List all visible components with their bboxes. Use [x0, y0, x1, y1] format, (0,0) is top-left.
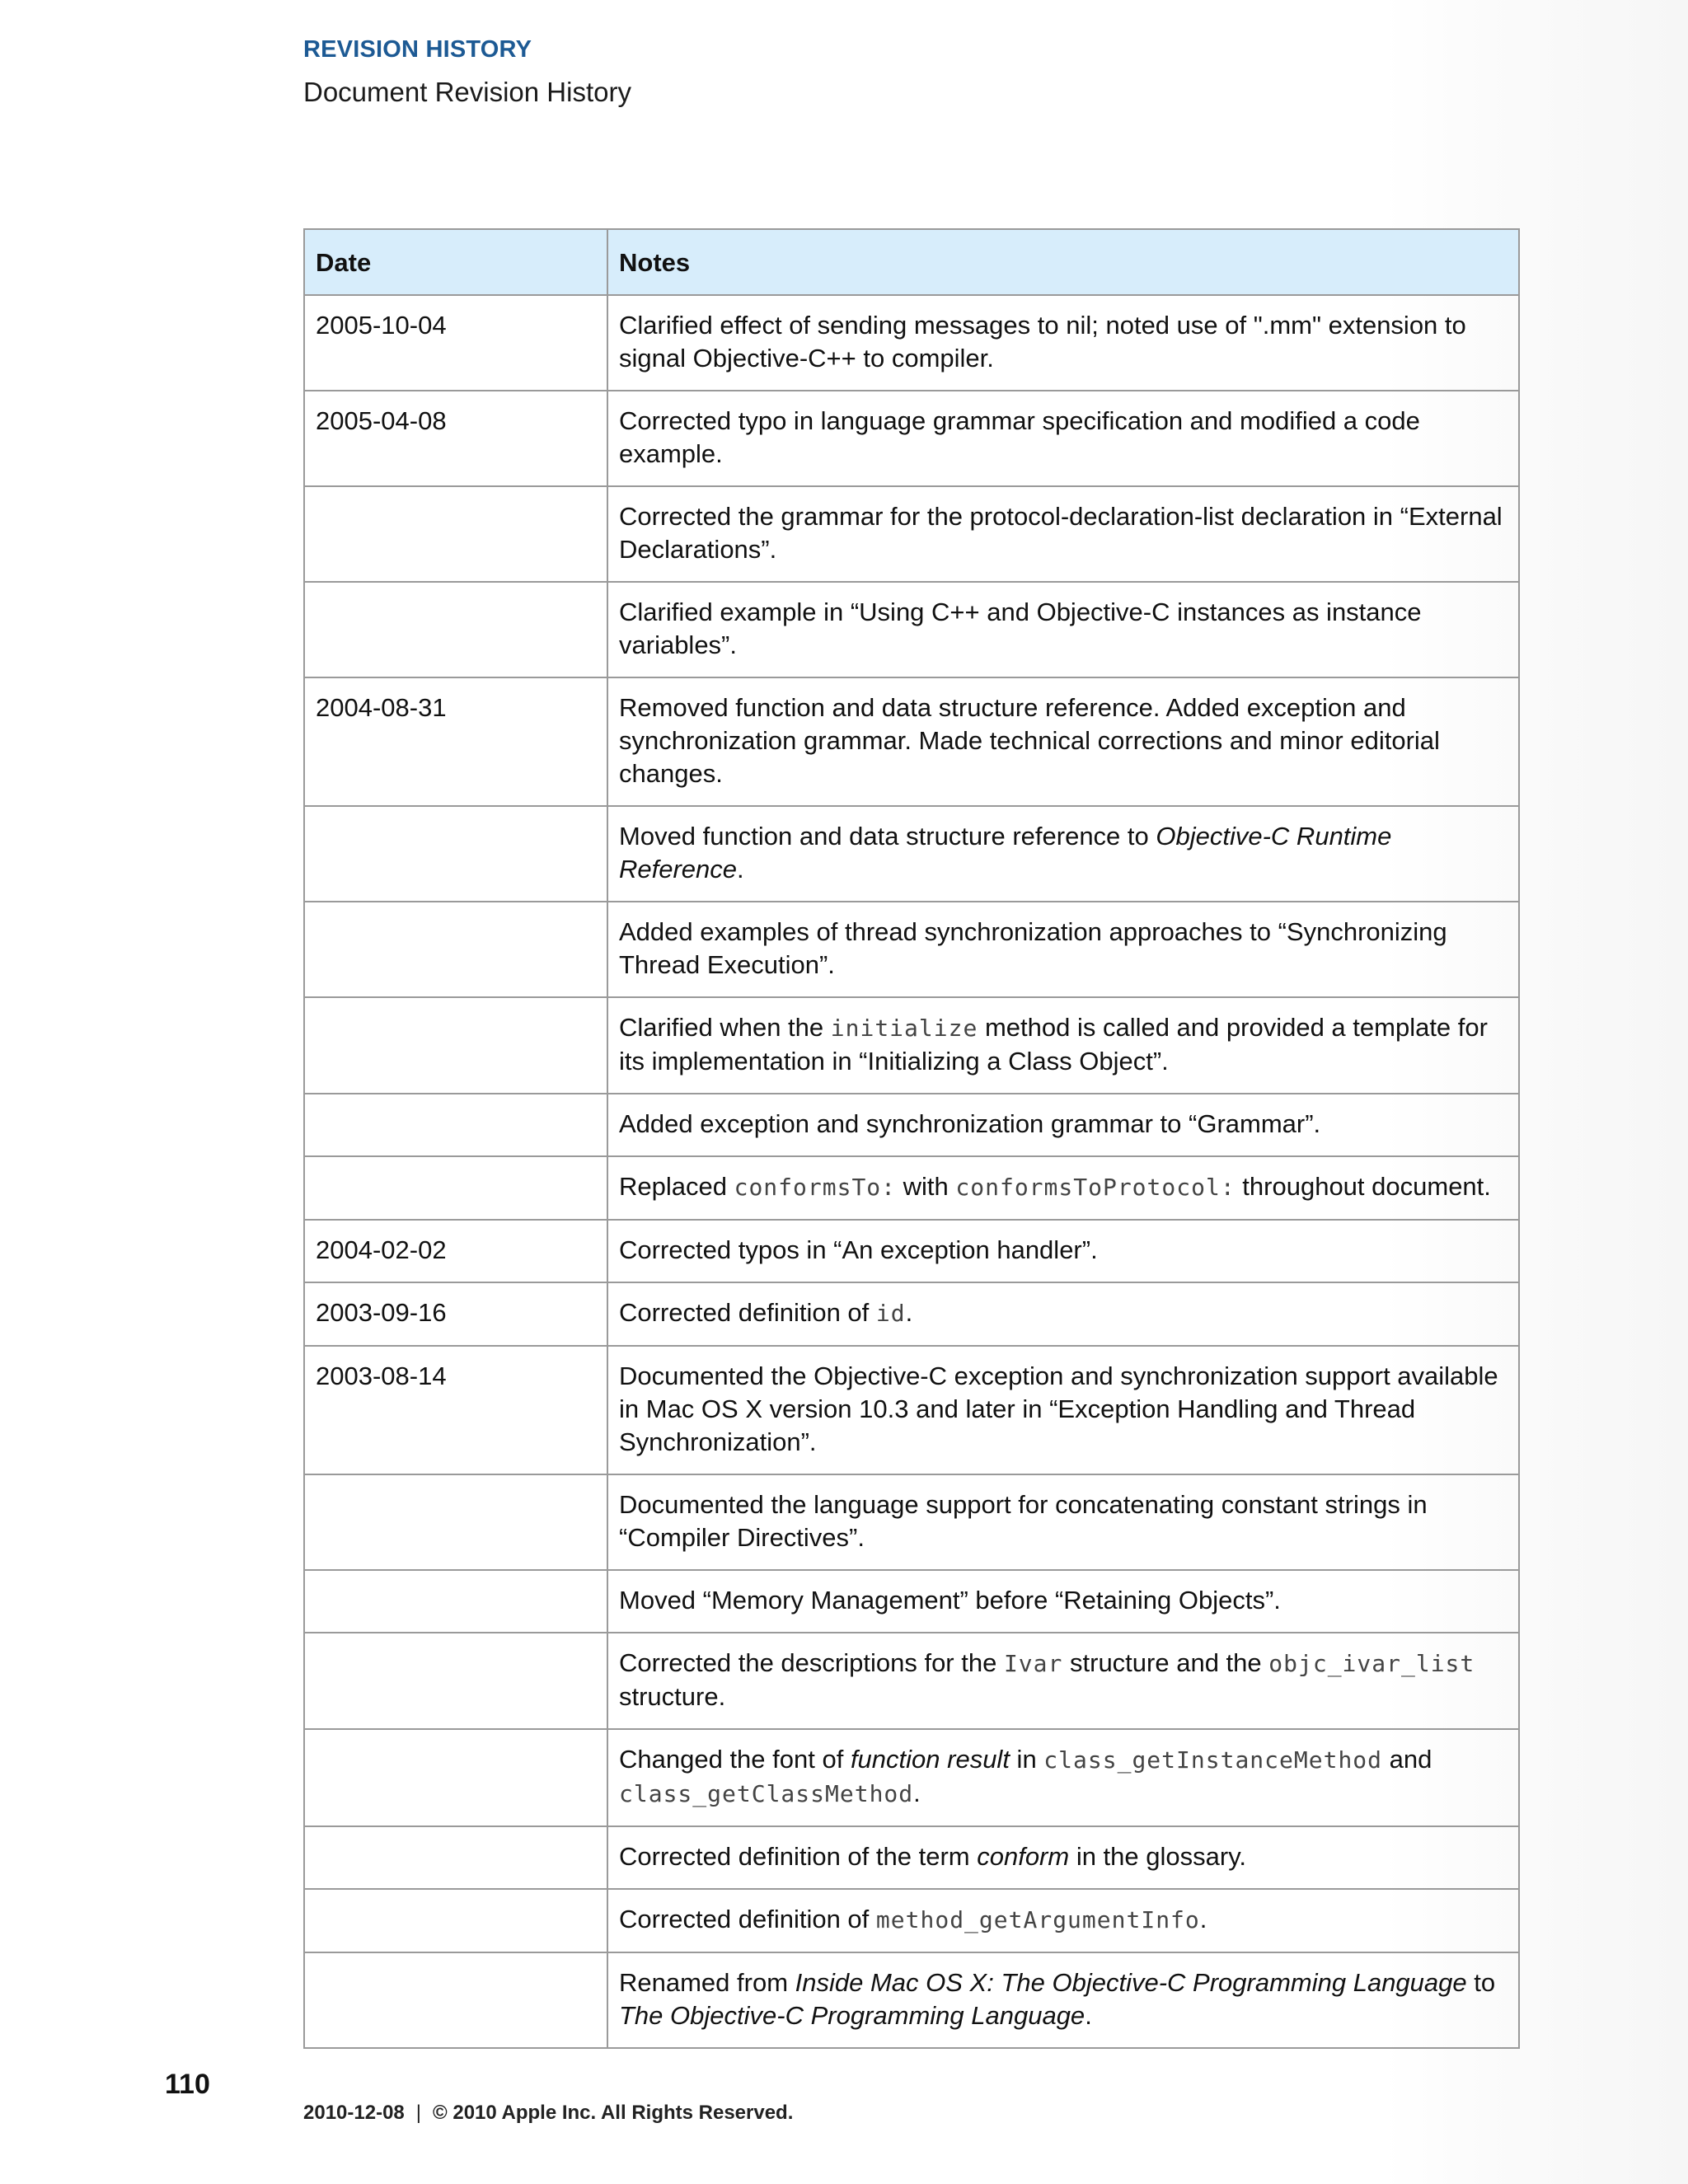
row-date: 2004-02-02 [304, 1220, 607, 1282]
row-date [304, 1889, 607, 1952]
row-notes [607, 902, 1519, 997]
footer-copyright: © 2010 Apple Inc. All Rights Reserved. [433, 2102, 794, 2124]
row-notes [607, 295, 1519, 391]
table-row [304, 677, 1519, 806]
row-date: 2003-09-16 [304, 1282, 607, 1346]
table-row [304, 902, 1519, 997]
table-row [304, 582, 1519, 677]
row-notes [607, 806, 1519, 902]
note-text: Renamed from [619, 1968, 795, 1997]
page-header [303, 36, 631, 108]
table-row [304, 1282, 1519, 1346]
note-text: Changed the font of [619, 1745, 851, 1774]
italic-term: conform [977, 1842, 1070, 1871]
row-notes [607, 1570, 1519, 1633]
row-notes [607, 1094, 1519, 1156]
code-term: class_getClassMethod [619, 1780, 914, 1807]
italic-term: Inside Mac OS X: The Objective-C Programming Language [795, 1968, 1467, 1997]
row-date [304, 582, 607, 677]
page-footer [303, 2102, 793, 2125]
note-text: . [737, 855, 744, 883]
note-text: Corrected definition of the term [619, 1842, 978, 1871]
table-row [304, 1633, 1519, 1729]
row-notes [607, 391, 1519, 486]
table-row [304, 1094, 1519, 1156]
note-text: in the glossary. [1069, 1842, 1247, 1871]
note-text: structure and the [1062, 1648, 1269, 1677]
table-row [304, 1826, 1519, 1889]
note-text: . [913, 1779, 921, 1807]
table-row [304, 1346, 1519, 1474]
code-term: objc_ivar_list [1268, 1650, 1475, 1677]
note-text: to [1466, 1968, 1496, 1997]
row-date [304, 806, 607, 902]
row-date [304, 902, 607, 997]
row-notes [607, 1889, 1519, 1952]
row-date [304, 1729, 607, 1826]
italic-term: Objective-C Runtime Reference [619, 822, 1392, 883]
note-text: in [1009, 1745, 1044, 1774]
code-term: Ivar [1003, 1650, 1063, 1677]
code-term: conformsToProtocol: [955, 1174, 1236, 1201]
code-term: id [875, 1300, 906, 1327]
row-notes [607, 486, 1519, 582]
row-date [304, 1094, 607, 1156]
table-row [304, 391, 1519, 486]
table-row [304, 486, 1519, 582]
row-notes [607, 1952, 1519, 2048]
note-text: . [1085, 2001, 1092, 2030]
row-date [304, 997, 607, 1094]
note-text: Corrected the grammar for the protocol-declaration-list declaration in “External Declarations”. [619, 502, 1503, 564]
row-date: 2005-10-04 [304, 295, 607, 391]
note-text: Added exception and synchronization grammar to “Grammar”. [619, 1109, 1321, 1138]
note-text: Added examples of thread synchronization approaches to “Synchronizing Thread Execution”. [619, 917, 1447, 979]
table-row [304, 1220, 1519, 1282]
note-text: and [1382, 1745, 1432, 1774]
note-text: Moved “Memory Management” before “Retaining Objects”. [619, 1586, 1281, 1615]
note-text: with [896, 1172, 956, 1201]
italic-term: function result [850, 1745, 1010, 1774]
row-date: 2004-08-31 [304, 677, 607, 806]
section-label: REVISION HISTORY [303, 36, 532, 63]
row-date [304, 1156, 607, 1220]
note-text: Removed function and data structure reference. Added exception and synchronization grammar. Made technical corrections and minor editorial changes. [619, 693, 1440, 788]
row-date [304, 1826, 607, 1889]
note-text: Clarified example in “Using C++ and Objective-C instances as instance variables”. [619, 598, 1422, 659]
note-text: Corrected typo in language grammar specification and modified a code example. [619, 406, 1420, 468]
table-row [304, 1952, 1519, 2048]
code-term: class_getInstanceMethod [1043, 1746, 1383, 1774]
table-row [304, 1889, 1519, 1952]
note-text: Clarified effect of sending messages to nil; noted use of ".mm" extension to signal Objective-C++ to compiler. [619, 311, 1466, 373]
row-date [304, 1570, 607, 1633]
note-text: Clarified when the [619, 1013, 831, 1042]
code-term: method_getArgumentInfo [875, 1906, 1200, 1933]
table-body [304, 295, 1519, 2048]
italic-term: The Objective-C Programming Language [619, 2001, 1085, 2030]
note-text: Corrected typos in “An exception handler”. [619, 1235, 1098, 1264]
note-text: throughout document. [1235, 1172, 1491, 1201]
row-date [304, 1474, 607, 1570]
note-text: . [1199, 1905, 1207, 1933]
row-date [304, 486, 607, 582]
table-row [304, 1474, 1519, 1570]
row-date [304, 1633, 607, 1729]
note-text: structure. [619, 1682, 726, 1711]
footer-separator: | [415, 2102, 421, 2124]
note-text: method is called and provided a template for its implementation in “Initializing a Class Object”. [619, 1013, 1488, 1076]
note-text: Corrected the descriptions for the [619, 1648, 1004, 1677]
note-text: Documented the language support for concatenating constant strings in “Compiler Directives”. [619, 1490, 1428, 1552]
row-date: 2005-04-08 [304, 391, 607, 486]
table-row [304, 997, 1519, 1094]
table-row [304, 806, 1519, 902]
note-text: Replaced [619, 1172, 734, 1201]
note-text: Corrected definition of [619, 1298, 876, 1327]
row-notes [607, 1474, 1519, 1570]
row-date: 2003-08-14 [304, 1346, 607, 1474]
table-row [304, 1156, 1519, 1220]
row-notes [607, 1282, 1519, 1346]
code-term: initialize [830, 1015, 978, 1042]
row-notes [607, 1346, 1519, 1474]
row-notes [607, 1156, 1519, 1220]
revision-history-table [303, 228, 1520, 2049]
code-term: conformsTo: [734, 1174, 897, 1201]
note-text: Moved function and data structure reference to [619, 822, 1156, 851]
note-text: Corrected definition of [619, 1905, 876, 1933]
row-notes [607, 1729, 1519, 1826]
row-notes [607, 582, 1519, 677]
note-text: . [905, 1298, 913, 1327]
notes-column-header: Notes [607, 229, 1519, 295]
row-notes [607, 677, 1519, 806]
row-notes [607, 1826, 1519, 1889]
date-column-header: Date [304, 229, 607, 295]
table-row [304, 1570, 1519, 1633]
page-number: 110 [165, 2069, 210, 2100]
table-row [304, 295, 1519, 391]
row-notes [607, 997, 1519, 1094]
page-title: Document Revision History [303, 77, 631, 107]
row-date [304, 1952, 607, 2048]
note-text: Documented the Objective-C exception and synchronization support available in Mac OS X version 10.3 and later in “Exception Handling and Thread Synchronization”. [619, 1361, 1498, 1456]
footer-date: 2010-12-08 [303, 2102, 405, 2124]
row-notes [607, 1633, 1519, 1729]
table-row [304, 1729, 1519, 1826]
row-notes [607, 1220, 1519, 1282]
table-header-row [304, 229, 1519, 295]
